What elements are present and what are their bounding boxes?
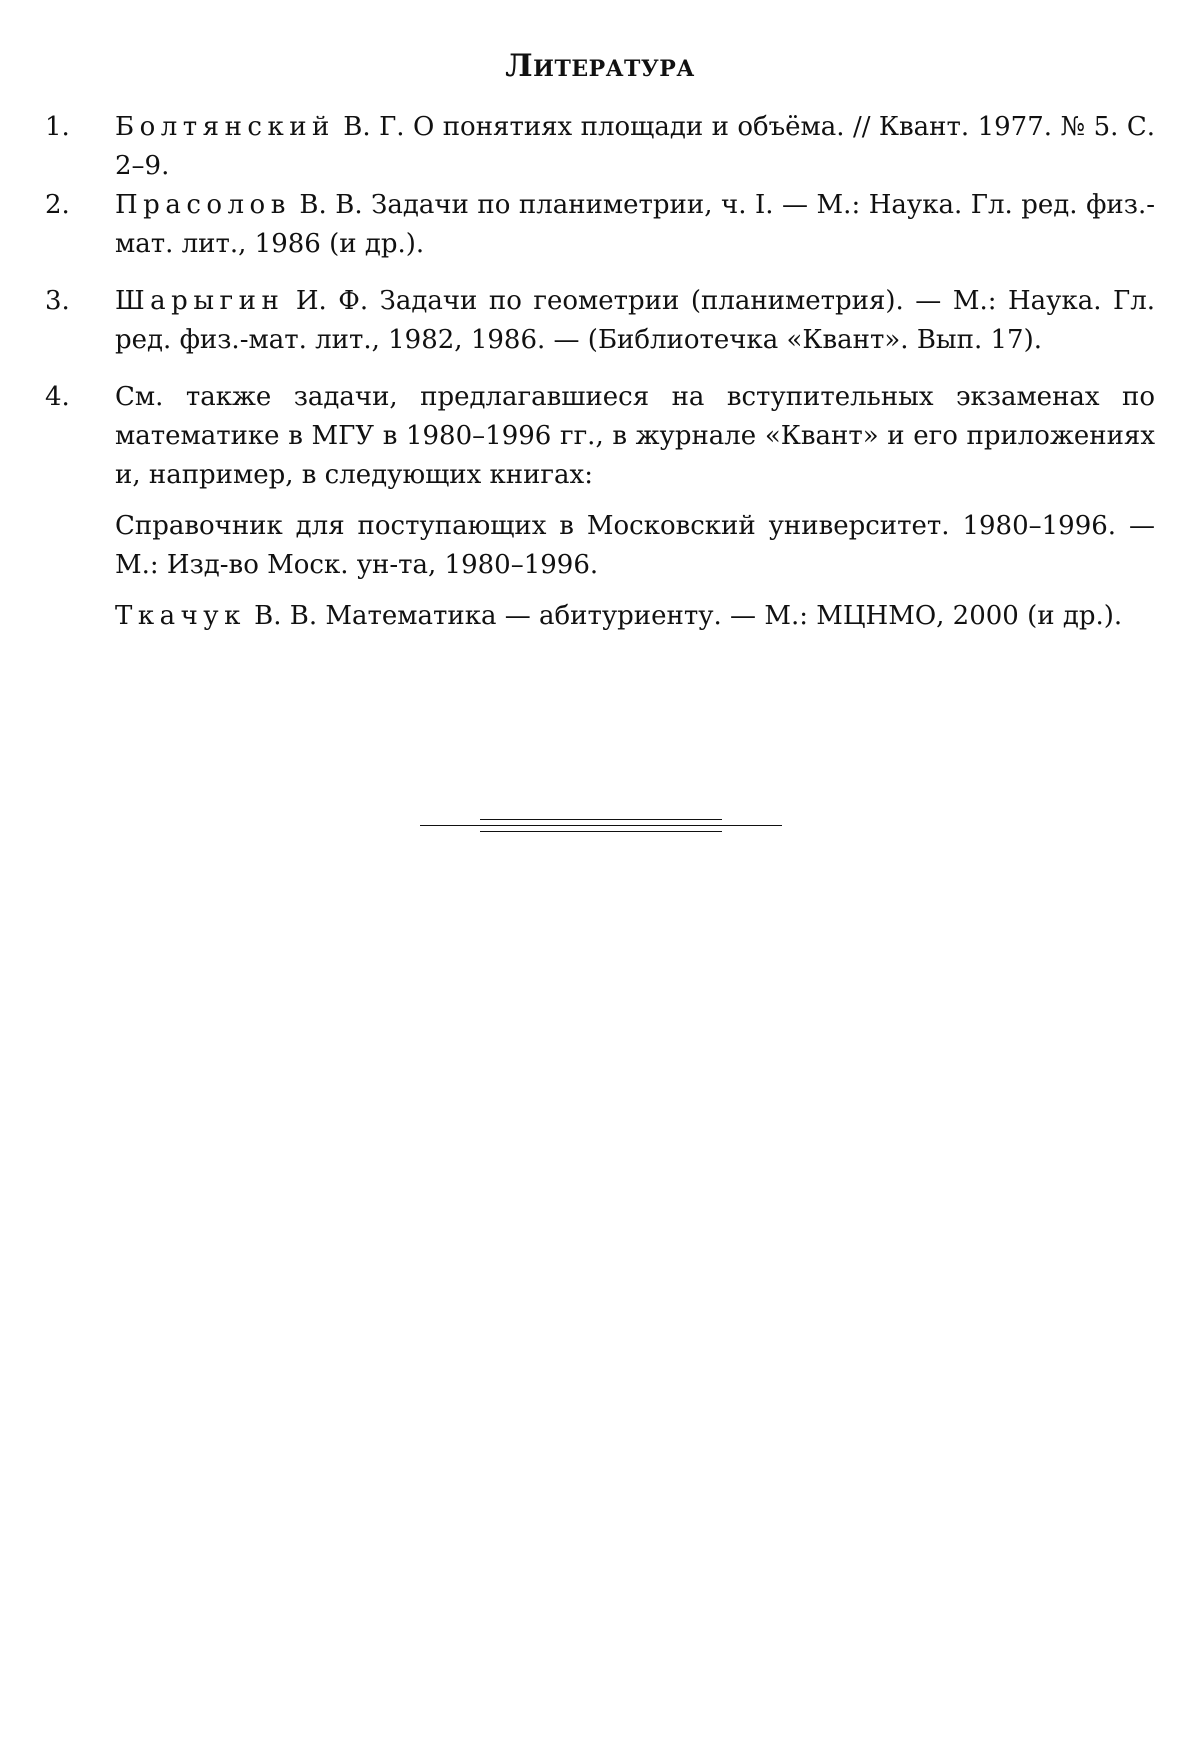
reference-item-2 [45, 186, 1155, 264]
reference-number: 1. [45, 112, 70, 142]
reference-number: 3. [45, 286, 70, 316]
sub-reference-1: Справочник для поступающих в Московский университет. 1980–1996. — М.: Изд-во Моск. ун-та, 1980–1996. [115, 511, 1155, 580]
reference-text: См. также задачи, предлагавшиеся на вступительных экзаменах по математике в МГУ в 1980–1996 гг., в журнале «Квант» и его приложениях и, например, в следующих книгах: [115, 382, 1155, 490]
end-ornament [420, 818, 782, 832]
reference-item-3 [45, 282, 1155, 360]
reference-author: Прасолов [115, 190, 291, 220]
ornament-line-middle [420, 825, 782, 826]
reference-text: И. Ф. Задачи по геометрии (планиметрия). — М.: Наука. Гл. ред. физ.-мат. лит., 1982, 1986. — (Библиотечка «Квант». Вып. 17). [115, 286, 1155, 355]
reference-text: В. Г. О понятиях площади и объёма. // Квант. 1977. № 5. С. 2–9. [115, 112, 1155, 181]
page-title: Литература [505, 48, 695, 84]
reference-text: В. В. Задачи по планиметрии, ч. I. — М.: Наука. Гл. ред. физ.-мат. лит., 1986 (и др.). [115, 190, 1155, 259]
ornament-line-top [480, 819, 722, 820]
reference-item-1 [45, 108, 1155, 186]
references-list [45, 108, 1155, 636]
reference-item-4 [45, 378, 1155, 636]
reference-author: Шарыгин [115, 286, 285, 316]
reference-text: В. В. Математика — абитуриенту. — М.: МЦНМО, 2000 (и др.). [245, 601, 1123, 631]
reference-number: 4. [45, 382, 70, 412]
sub-reference-2 [115, 597, 1155, 636]
reference-author: Болтянский [115, 112, 335, 142]
ornament-line-bottom [480, 831, 722, 832]
reference-number: 2. [45, 190, 70, 220]
reference-author: Ткачук [115, 601, 246, 631]
